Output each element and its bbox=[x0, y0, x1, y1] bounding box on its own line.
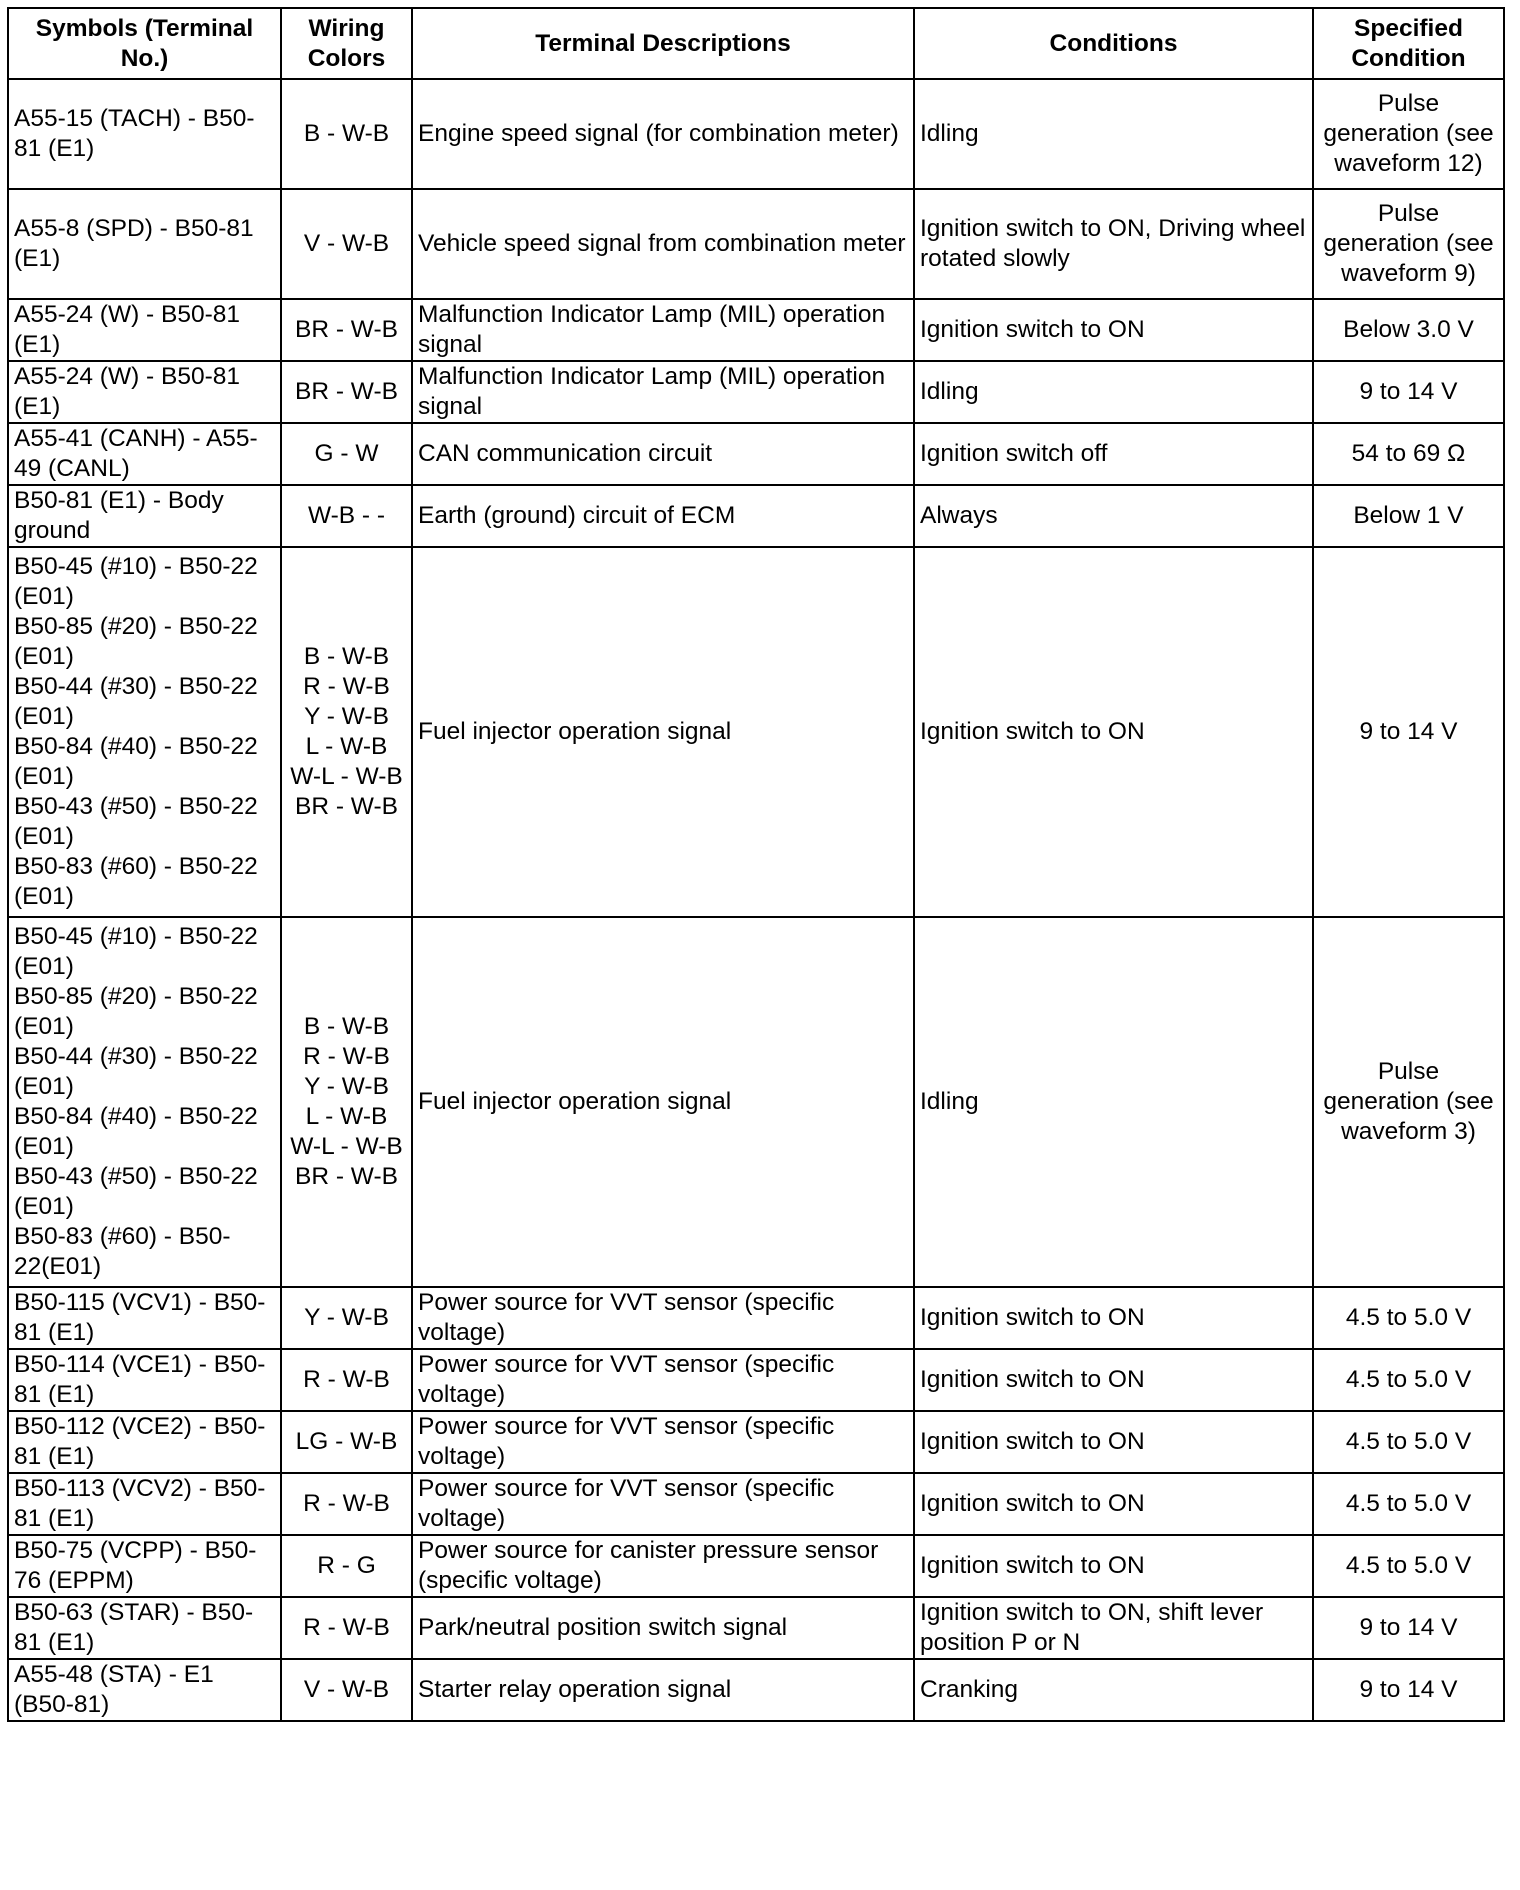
cell-description: Vehicle speed signal from combination meter bbox=[412, 189, 914, 299]
cell-wiring-colors: R - G bbox=[281, 1535, 412, 1597]
cell-wiring-colors: V - W-B bbox=[281, 1659, 412, 1721]
table-row bbox=[8, 1473, 1504, 1535]
cell-description: Power source for VVT sensor (specific voltage) bbox=[412, 1287, 914, 1349]
cell-symbols: B50-81 (E1) - Body ground bbox=[8, 485, 281, 547]
cell-description: CAN communication circuit bbox=[412, 423, 914, 485]
header-symbols: Symbols (Terminal No.) bbox=[8, 8, 281, 79]
cell-description: Park/neutral position switch signal bbox=[412, 1597, 914, 1659]
table-row bbox=[8, 1287, 1504, 1349]
cell-specified: 9 to 14 V bbox=[1313, 1597, 1504, 1659]
header-row bbox=[8, 8, 1504, 79]
table-row bbox=[8, 1597, 1504, 1659]
header-conditions: Conditions bbox=[914, 8, 1313, 79]
header-specified-condition: Specified Condition bbox=[1313, 8, 1504, 79]
cell-symbols: A55-8 (SPD) - B50-81 (E1) bbox=[8, 189, 281, 299]
cell-symbols: B50-45 (#10) - B50-22 (E01) B50-85 (#20) - B50-22 (E01) B50-44 (#30) - B50-22 (E01) B50-84 (#40) - B50-22 (E01) B50-43 (#50) - B50-22 (E01) B50-83 (#60) - B50-22(E01) bbox=[8, 917, 281, 1287]
table-row bbox=[8, 485, 1504, 547]
cell-wiring-colors: BR - W-B bbox=[281, 299, 412, 361]
cell-wiring-colors: R - W-B bbox=[281, 1597, 412, 1659]
cell-specified: Pulse generation (see waveform 3) bbox=[1313, 917, 1504, 1287]
cell-condition: Ignition switch to ON, Driving wheel rotated slowly bbox=[914, 189, 1313, 299]
cell-wiring-colors: R - W-B bbox=[281, 1473, 412, 1535]
cell-wiring-colors: Y - W-B bbox=[281, 1287, 412, 1349]
cell-symbols: B50-75 (VCPP) - B50-76 (EPPM) bbox=[8, 1535, 281, 1597]
cell-symbols: A55-48 (STA) - E1 (B50-81) bbox=[8, 1659, 281, 1721]
cell-condition: Always bbox=[914, 485, 1313, 547]
terminal-spec-sheet bbox=[7, 7, 1505, 1722]
cell-description: Fuel injector operation signal bbox=[412, 547, 914, 917]
cell-wiring-colors: B - W-B R - W-B Y - W-B L - W-B W-L - W-B BR - W-B bbox=[281, 917, 412, 1287]
cell-symbols: A55-15 (TACH) - B50-81 (E1) bbox=[8, 79, 281, 189]
cell-symbols: B50-114 (VCE1) - B50-81 (E1) bbox=[8, 1349, 281, 1411]
cell-description: Malfunction Indicator Lamp (MIL) operation signal bbox=[412, 299, 914, 361]
cell-condition: Ignition switch to ON bbox=[914, 299, 1313, 361]
cell-specified: 4.5 to 5.0 V bbox=[1313, 1473, 1504, 1535]
cell-description: Power source for VVT sensor (specific voltage) bbox=[412, 1411, 914, 1473]
cell-symbols: B50-115 (VCV1) - B50-81 (E1) bbox=[8, 1287, 281, 1349]
table-row bbox=[8, 1349, 1504, 1411]
cell-specified: 9 to 14 V bbox=[1313, 361, 1504, 423]
table-row bbox=[8, 1535, 1504, 1597]
cell-symbols: A55-24 (W) - B50-81 (E1) bbox=[8, 361, 281, 423]
cell-condition: Idling bbox=[914, 917, 1313, 1287]
cell-description: Engine speed signal (for combination meter) bbox=[412, 79, 914, 189]
cell-condition: Idling bbox=[914, 361, 1313, 423]
cell-specified: 4.5 to 5.0 V bbox=[1313, 1349, 1504, 1411]
cell-specified: Below 3.0 V bbox=[1313, 299, 1504, 361]
cell-wiring-colors: BR - W-B bbox=[281, 361, 412, 423]
cell-condition: Cranking bbox=[914, 1659, 1313, 1721]
cell-condition: Idling bbox=[914, 79, 1313, 189]
terminal-spec-table bbox=[7, 7, 1505, 1722]
table-row bbox=[8, 1659, 1504, 1721]
cell-wiring-colors: LG - W-B bbox=[281, 1411, 412, 1473]
cell-specified: Pulse generation (see waveform 12) bbox=[1313, 79, 1504, 189]
cell-wiring-colors: V - W-B bbox=[281, 189, 412, 299]
cell-wiring-colors: W-B - - bbox=[281, 485, 412, 547]
cell-condition: Ignition switch to ON, shift lever position P or N bbox=[914, 1597, 1313, 1659]
cell-description: Earth (ground) circuit of ECM bbox=[412, 485, 914, 547]
table-row bbox=[8, 917, 1504, 1287]
cell-description: Fuel injector operation signal bbox=[412, 917, 914, 1287]
table-row bbox=[8, 361, 1504, 423]
cell-description: Power source for VVT sensor (specific voltage) bbox=[412, 1349, 914, 1411]
cell-symbols: B50-113 (VCV2) - B50-81 (E1) bbox=[8, 1473, 281, 1535]
cell-symbols: B50-63 (STAR) - B50-81 (E1) bbox=[8, 1597, 281, 1659]
cell-wiring-colors: G - W bbox=[281, 423, 412, 485]
cell-description: Power source for VVT sensor (specific voltage) bbox=[412, 1473, 914, 1535]
table-row bbox=[8, 1411, 1504, 1473]
cell-specified: 4.5 to 5.0 V bbox=[1313, 1411, 1504, 1473]
cell-symbols: A55-41 (CANH) - A55-49 (CANL) bbox=[8, 423, 281, 485]
cell-specified: 54 to 69 Ω bbox=[1313, 423, 1504, 485]
cell-wiring-colors: R - W-B bbox=[281, 1349, 412, 1411]
table-row bbox=[8, 299, 1504, 361]
cell-condition: Ignition switch to ON bbox=[914, 1349, 1313, 1411]
cell-condition: Ignition switch to ON bbox=[914, 1287, 1313, 1349]
table-row bbox=[8, 79, 1504, 189]
cell-condition: Ignition switch to ON bbox=[914, 1411, 1313, 1473]
table-row bbox=[8, 423, 1504, 485]
cell-symbols: B50-45 (#10) - B50-22 (E01) B50-85 (#20) - B50-22 (E01) B50-44 (#30) - B50-22 (E01) B50-84 (#40) - B50-22 (E01) B50-43 (#50) - B50-22 (E01) B50-83 (#60) - B50-22 (E01) bbox=[8, 547, 281, 917]
cell-specified: 4.5 to 5.0 V bbox=[1313, 1287, 1504, 1349]
cell-description: Malfunction Indicator Lamp (MIL) operation signal bbox=[412, 361, 914, 423]
cell-condition: Ignition switch to ON bbox=[914, 1473, 1313, 1535]
cell-specified: 9 to 14 V bbox=[1313, 547, 1504, 917]
cell-condition: Ignition switch to ON bbox=[914, 1535, 1313, 1597]
cell-wiring-colors: B - W-B R - W-B Y - W-B L - W-B W-L - W-B BR - W-B bbox=[281, 547, 412, 917]
cell-specified: 9 to 14 V bbox=[1313, 1659, 1504, 1721]
cell-specified: Below 1 V bbox=[1313, 485, 1504, 547]
cell-description: Power source for canister pressure sensor (specific voltage) bbox=[412, 1535, 914, 1597]
cell-description: Starter relay operation signal bbox=[412, 1659, 914, 1721]
cell-condition: Ignition switch to ON bbox=[914, 547, 1313, 917]
cell-condition: Ignition switch off bbox=[914, 423, 1313, 485]
cell-specified: 4.5 to 5.0 V bbox=[1313, 1535, 1504, 1597]
cell-symbols: A55-24 (W) - B50-81 (E1) bbox=[8, 299, 281, 361]
header-terminal-descriptions: Terminal Descriptions bbox=[412, 8, 914, 79]
cell-wiring-colors: B - W-B bbox=[281, 79, 412, 189]
header-wiring-colors: Wiring Colors bbox=[281, 8, 412, 79]
table-row bbox=[8, 189, 1504, 299]
cell-specified: Pulse generation (see waveform 9) bbox=[1313, 189, 1504, 299]
table-row bbox=[8, 547, 1504, 917]
cell-symbols: B50-112 (VCE2) - B50-81 (E1) bbox=[8, 1411, 281, 1473]
